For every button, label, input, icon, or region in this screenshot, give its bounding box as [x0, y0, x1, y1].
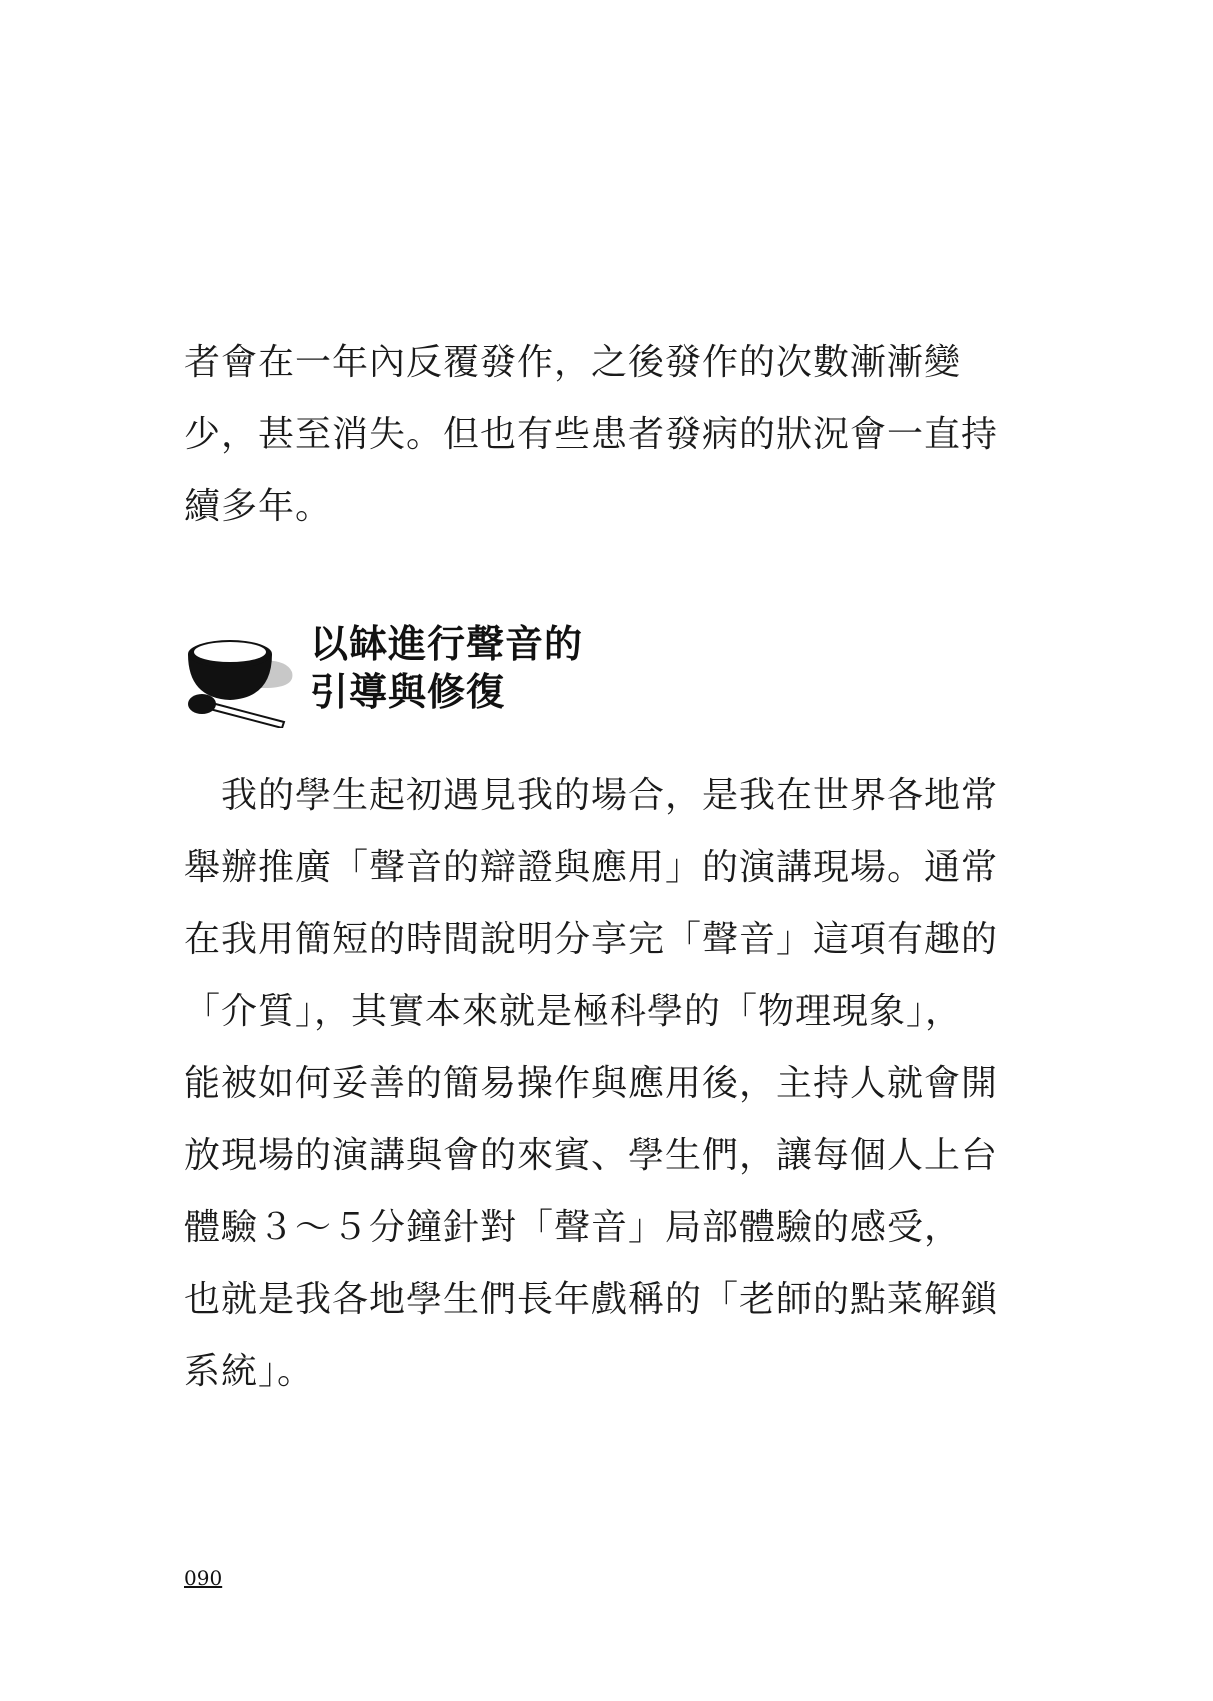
section-title-line: 引導與修復 — [310, 670, 506, 714]
text-line: 續多年。 — [184, 486, 333, 527]
text-line: 者會在一年內反覆發作，之後發作的次數漸漸變 — [184, 342, 962, 383]
text-line: 我的學生起初遇見我的場合，是我在世界各地常 — [184, 775, 999, 816]
text-line: 也就是我各地學生們長年戲稱的「老師的點菜解鎖 — [184, 1279, 999, 1320]
singing-bowl-icon — [184, 624, 294, 728]
section-title — [310, 620, 583, 716]
paragraph-main — [184, 760, 1004, 1408]
section-title-line: 以缽進行聲音的 — [310, 622, 584, 666]
page-number: 090 — [184, 1566, 223, 1590]
text-line: 少，甚至消失。但也有些患者發病的狀況會一直持 — [184, 414, 999, 455]
text-line: 系統」。 — [184, 1351, 315, 1392]
text-line: 舉辦推廣「聲音的辯證與應用」的演講現場。通常 — [184, 847, 999, 888]
text-line: 放現場的演講與會的來賓、學生們，讓每個人上台 — [184, 1135, 999, 1176]
text-line: 「介質」，其實本來就是極科學的「物理現象」， — [184, 991, 963, 1032]
text-line: 在我用簡短的時間說明分享完「聲音」這項有趣的 — [184, 919, 999, 960]
text-line: 能被如何妥善的簡易操作與應用後，主持人就會開 — [184, 1063, 999, 1104]
paragraph-continued — [184, 327, 999, 543]
text-line: 體驗３～５分鐘針對「聲音」局部體驗的感受， — [184, 1207, 962, 1248]
section-heading — [184, 620, 984, 730]
